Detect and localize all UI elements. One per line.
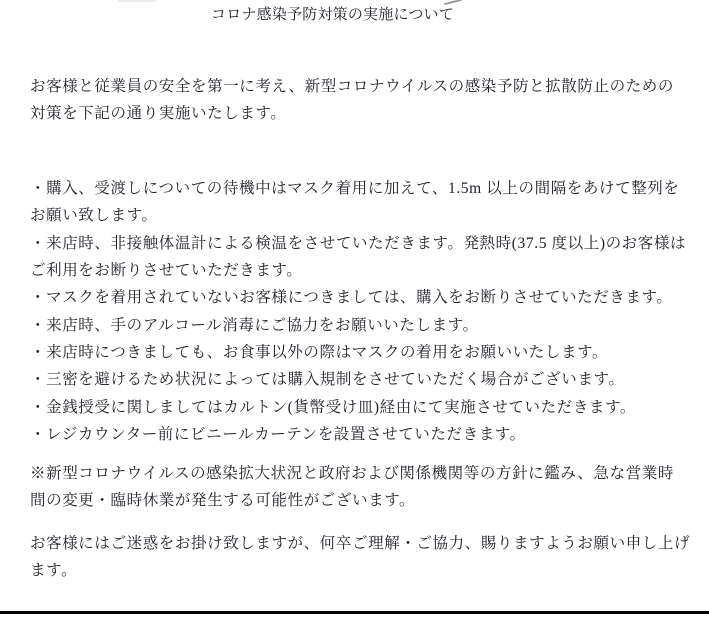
bullet-line: ・三密を避けるため状況によっては購入規制をさせていただく場合がございます。: [30, 371, 625, 388]
bullet-line: お願い致します。: [30, 207, 158, 224]
intro-line: お客様と従業員の安全を第一に考え、新型コロナウイルスの感染予防と拡散防止のための: [30, 78, 675, 95]
bullet-line: ・来店時、手のアルコール消毒にご協力をお願いいたします。: [30, 317, 479, 334]
bullet-line: ・金銭授受に関しましてはカルトン(貨幣受け皿)経由にて実施させていただきます。: [30, 399, 636, 416]
bottom-rule-divider: [0, 611, 709, 614]
note-line: 間の変更・臨時休業が発生する可能性がございます。: [30, 492, 416, 509]
document-title: コロナ感染予防対策の実施について: [211, 7, 454, 23]
bullet-line: ・購入、受渡しについての待機中はマスク着用に加えて、1.5m 以上の間隔をあけて整列を: [30, 180, 680, 197]
bullet-line: ・来店時、非接触体温計による検温をさせていただきます。発熱時(37.5 度以上)のお客様は: [30, 235, 687, 252]
closing-line: ます。: [30, 562, 78, 579]
closing-line: お客様にはご迷惑をお掛け致しますが、何卒ご理解・ご協力、賜りますようお願い申し上げ: [30, 535, 691, 552]
bullet-line: ご利用をお断りさせていただきます。: [30, 262, 303, 279]
bullet-line: ・来店時につきましても、お食事以外の際はマスクの着用をお願いいたします。: [30, 344, 609, 361]
bullet-line: ・レジカウンター前にビニールカーテンを設置させていただきます。: [30, 426, 526, 443]
intro-line: 対策を下記の通り実施いたします。: [30, 105, 287, 122]
bullet-line: ・マスクを着用されていないお客様につきましては、購入をお断りさせていただきます。: [30, 289, 673, 306]
top-edge-artifact: [118, 0, 156, 2]
note-line: ※新型コロナウイルスの感染拡大状況と政府および関係機関等の方針に鑑み、急な営業時: [30, 465, 675, 482]
